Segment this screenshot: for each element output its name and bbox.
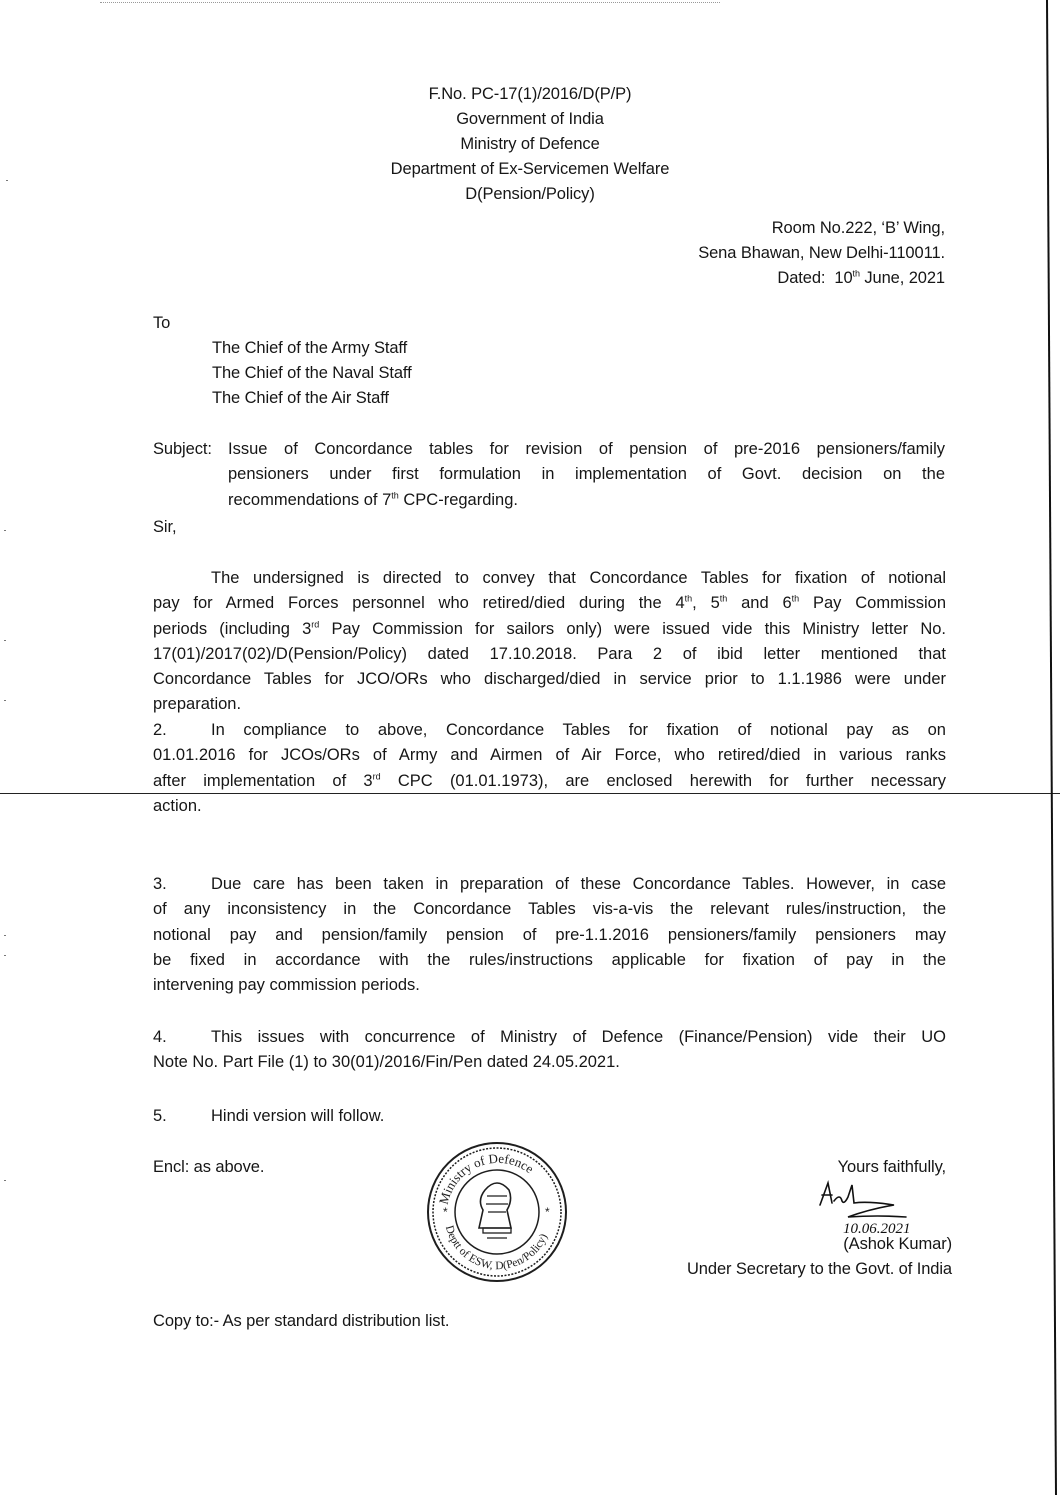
paragraph-line: The undersigned is directed to convey that Concordance Tables for fixation of notional bbox=[211, 569, 946, 587]
date-label: Dated: bbox=[777, 269, 826, 287]
scan-speck bbox=[4, 530, 6, 531]
official-seal-stamp bbox=[425, 1140, 570, 1285]
paragraph-line: 5. Hindi version will follow. bbox=[153, 1104, 946, 1129]
paragraph-line: preparation. bbox=[153, 695, 242, 714]
org-line-division: D(Pension/Policy) bbox=[465, 185, 595, 203]
signatory-block bbox=[600, 1232, 952, 1282]
paragraph-line: Concordance Tables for JCO/ORs who discharged/died in service prior to 1.1.1986 were under bbox=[153, 670, 946, 689]
scan-speck bbox=[4, 640, 6, 641]
scan-edge-line bbox=[1042, 0, 1060, 1495]
national-emblem-icon bbox=[479, 1183, 511, 1238]
signatory-name: (Ashok Kumar) bbox=[843, 1235, 952, 1253]
subject-line: Issue of Concordance tables for revision of pension of pre-2016 pensioners/family bbox=[228, 440, 945, 458]
paragraph-line: notional pay and pension/family pension of pre-1.1.2016 pensioners/family pensioners may bbox=[153, 925, 946, 944]
paragraph-line: of any inconsistency in the Concordance Tables vis-a-vis the relevant rules/instruction, the bbox=[153, 900, 946, 919]
date-day-suffix: th bbox=[852, 268, 860, 279]
scan-speck bbox=[6, 180, 8, 181]
subject-text bbox=[228, 437, 945, 513]
paragraph-number: 3. bbox=[153, 875, 167, 893]
stamp-top-text: Ministry of Defence bbox=[435, 1150, 537, 1206]
paragraph-line: 01.01.2016 for JCOs/ORs of Army and Airmen of Air Force, who retired/died in various ranks bbox=[153, 746, 946, 765]
letter-date bbox=[560, 266, 945, 291]
paragraph-line: 17(01)/2017(02)/D(Pension/Policy) dated 17.10.2018. Para 2 of ibid letter mentioned that bbox=[153, 644, 946, 663]
paragraph-number: 5. bbox=[153, 1107, 167, 1125]
address-building: Sena Bhawan, New Delhi-110011. bbox=[698, 244, 945, 262]
addressee-air: The Chief of the Air Staff bbox=[212, 389, 389, 407]
paragraph-line: intervening pay commission periods. bbox=[153, 976, 420, 995]
stamp-star-right: * bbox=[545, 1205, 550, 1219]
copy-to-line: Copy to:- As per standard distribution list. bbox=[153, 1312, 450, 1330]
signatory-designation: Under Secretary to the Govt. of India bbox=[686, 1260, 952, 1278]
org-line-government: Government of India bbox=[456, 110, 604, 128]
scan-speck bbox=[4, 700, 6, 701]
letter-header bbox=[330, 82, 730, 207]
paragraph-line: 3. Due care has been taken in preparation of these Concordance Tables. However, in case bbox=[153, 872, 946, 897]
addressee-list bbox=[212, 336, 412, 411]
paragraph-line: pay for Armed Forces personnel who retired/died during the 4th, 5th and 6th Pay Commission bbox=[153, 593, 947, 613]
paragraph-3 bbox=[153, 872, 946, 998]
paragraph-number: 2. bbox=[153, 721, 167, 739]
addressee-navy: The Chief of the Naval Staff bbox=[212, 364, 412, 382]
paragraph-line: 4. This issues with concurrence of Ministry of Defence (Finance/Pension) vide their UO bbox=[153, 1025, 946, 1050]
address-room: Room No.222, ‘B’ Wing, bbox=[771, 219, 945, 237]
paragraph-number: 4. bbox=[153, 1028, 167, 1046]
date-day: 10 bbox=[834, 269, 853, 287]
paragraph-line: Note No. Part File (1) to 30(01)/2016/Fin/Pen dated 24.05.2021. bbox=[153, 1053, 620, 1072]
date-month-year: June, 2021 bbox=[859, 269, 945, 287]
closing-phrase: Yours faithfully, bbox=[837, 1158, 946, 1176]
enclosure-note: Encl: as above. bbox=[153, 1158, 265, 1176]
org-line-department: Department of Ex-Servicemen Welfare bbox=[390, 160, 670, 178]
org-line-ministry: Ministry of Defence bbox=[460, 135, 600, 153]
office-address bbox=[560, 216, 945, 291]
paragraph-5 bbox=[153, 1104, 946, 1129]
scan-speck bbox=[4, 1180, 6, 1181]
paragraph-line: 2. In compliance to above, Concordance Tables for fixation of notional pay as on bbox=[153, 718, 946, 743]
paragraph-line: periods (including 3rd Pay Commission for sailors only) were issued vide this Ministry letter No. bbox=[153, 619, 946, 638]
paragraph-line: action. bbox=[153, 796, 202, 815]
subject-line: recommendations of 7th CPC-regarding. bbox=[228, 490, 518, 509]
stamp-star-left: * bbox=[443, 1205, 448, 1219]
paragraph-1 bbox=[153, 566, 946, 718]
scan-top-speckle bbox=[100, 2, 720, 4]
salutation: Sir, bbox=[153, 518, 177, 536]
to-label: To bbox=[153, 314, 171, 332]
paragraph-2 bbox=[153, 718, 946, 819]
stamp-bottom-text: Deptt of ESW, D(Pen/Policy) bbox=[442, 1224, 551, 1273]
paragraph-4 bbox=[153, 1025, 946, 1076]
subject-line: pensioners under first formulation in implementation of Govt. decision on the bbox=[228, 465, 945, 484]
file-number: F.No. PC-17(1)/2016/D(P/P) bbox=[428, 85, 632, 103]
scan-speck bbox=[4, 955, 6, 956]
signature-date: 10.06.2021 bbox=[843, 1221, 911, 1237]
paragraph-line: be fixed in accordance with the rules/instructions applicable for fixation of pay in the bbox=[153, 950, 946, 969]
addressee-army: The Chief of the Army Staff bbox=[212, 339, 408, 357]
subject-label: Subject: bbox=[153, 440, 212, 458]
paragraph-line: after implementation of 3rd CPC (01.01.1973), are enclosed herewith for further necessary bbox=[153, 771, 946, 790]
scan-speck bbox=[4, 935, 6, 936]
